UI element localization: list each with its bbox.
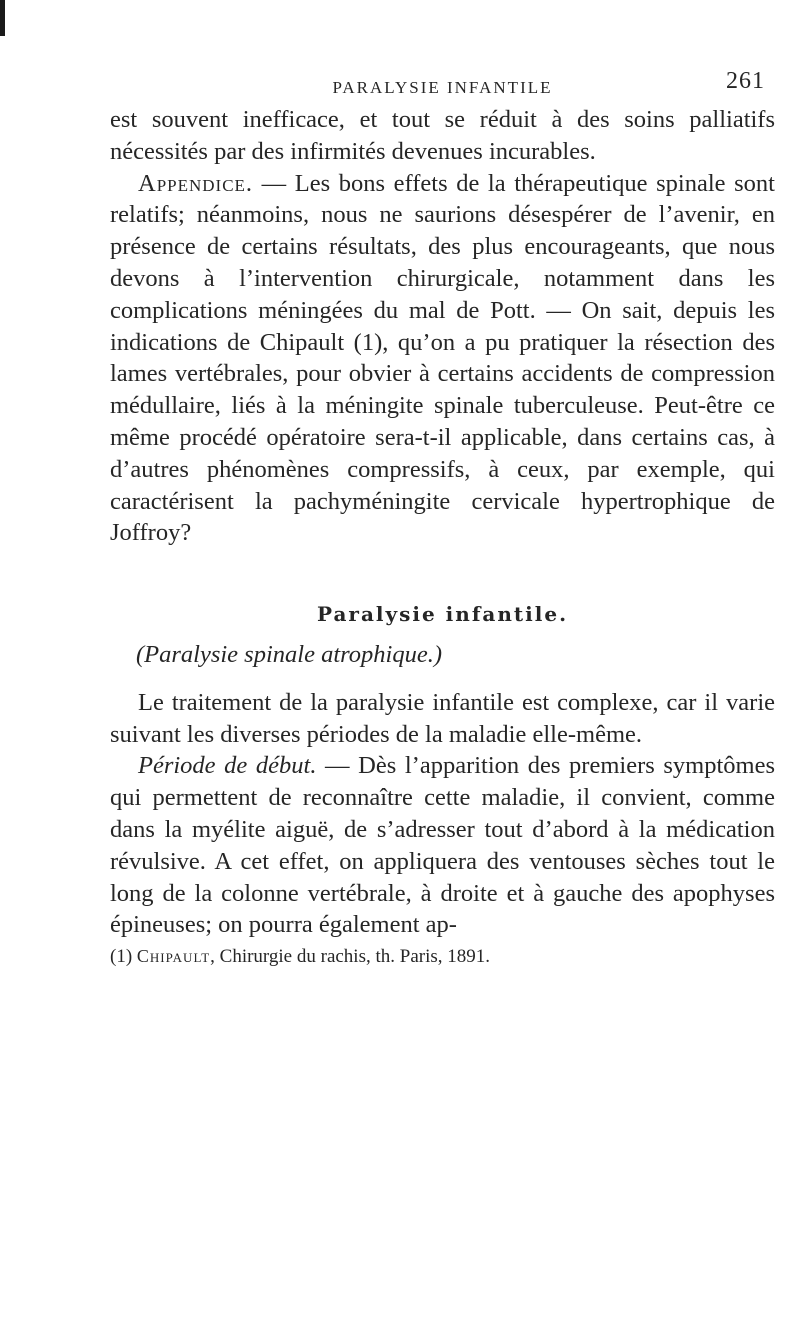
- running-head: [110, 60, 775, 97]
- section-title: Paralysie infantile.: [316, 602, 569, 627]
- footnote-marker: (1): [110, 946, 137, 968]
- periode-label: Période de début.: [138, 752, 317, 780]
- paragraph-text: — Dès l’apparition des premiers symptômes qui permettent de reconnaître cette maladie, il convient, comme dans la myélite aiguë, de s’adresser tout d’abord à la médication révulsive. A cet effet, on appliquera des ventouses sèches tout le long de la colonne vertébrale, à droite et à gauche des apophyses épineuses; on pourra également ap-: [110, 752, 775, 939]
- paragraph-appendice: [110, 168, 775, 550]
- paragraph-text: est souvent inefficace, et tout se réduit à des soins palliatifs nécessités par des infirmités devenues incurables.: [110, 106, 775, 165]
- footnote-text: , Chirurgie du rachis, th. Paris, 1891.: [210, 946, 491, 968]
- paragraph-text: Le traitement de la paralysie infantile est complexe, car il varie suivant les diverses périodes de la maladie elle-même.: [110, 688, 775, 748]
- scan-edge: [0, 0, 5, 36]
- book-page: [110, 60, 775, 970]
- footnote-author: Chipault: [136, 946, 211, 967]
- section-subtitle: (Paralysie spinale atrophique.): [136, 640, 442, 668]
- paragraph-periode: [110, 750, 775, 941]
- footnote: [110, 943, 775, 970]
- running-title: PARALYSIE INFANTILE: [332, 78, 553, 97]
- paragraph-text: — Les bons effets de la thérapeutique spinale sont relatifs; néanmoins, nous ne saurions désespérer de l’avenir, en présence de certains résultats, des plus encourageants, que nous devons à l’intervention chirurgicale, notamment dans les complications méningées du mal de Pott. — On sait, depuis les indications de Chipault (1), qu’on a pu pratiquer la résection des lames vertébrales, pour obvier à certains accidents de compression médullaire, liés à la méningite spinale tuberculeuse. Peut-être ce même procédé opératoire sera-t-il applicable, dans certains cas, à d’autres phénomènes compressifs, à ceux, par exemple, qui caractérisent la pachyméningite cervicale hypertrophique de Joffroy?: [110, 169, 775, 547]
- paragraph-continuation: [110, 104, 775, 168]
- appendice-label: Appendice.: [138, 169, 254, 197]
- page-number: 261: [726, 68, 765, 94]
- paragraph-intro: [110, 687, 775, 751]
